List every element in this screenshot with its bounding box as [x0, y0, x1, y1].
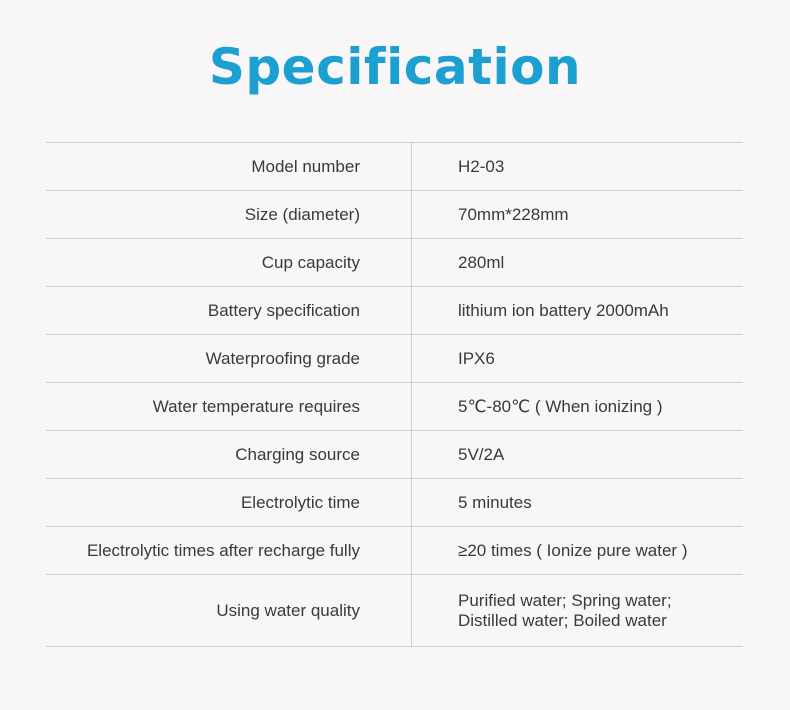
- spec-value: 5 minutes: [458, 492, 532, 512]
- spec-value: 5V/2A: [458, 444, 505, 464]
- spec-row-charging-source: [46, 431, 743, 479]
- spec-label: Model number: [46, 143, 412, 190]
- spec-label: Charging source: [46, 431, 412, 478]
- spec-row-size: [46, 191, 743, 239]
- spec-row-battery: [46, 287, 743, 335]
- spec-value: IPX6: [458, 348, 495, 368]
- spec-label: Battery specification: [46, 287, 412, 334]
- spec-value: 5℃-80℃ ( When ionizing ): [458, 396, 663, 416]
- spec-row-waterproofing: [46, 335, 743, 383]
- spec-label: Size (diameter): [46, 191, 412, 238]
- spec-row-water-temperature: [46, 383, 743, 431]
- spec-value: lithium ion battery 2000mAh: [458, 300, 669, 320]
- spec-value: Purified water; Spring water; Distilled water; Boiled water: [458, 590, 672, 630]
- spec-value: ≥20 times ( Ionize pure water ): [458, 540, 688, 560]
- spec-row-model-number: [46, 143, 743, 191]
- spec-label: Electrolytic time: [46, 479, 412, 526]
- spec-label: Water temperature requires: [46, 383, 412, 430]
- spec-row-cup-capacity: [46, 239, 743, 287]
- spec-table: [46, 142, 743, 647]
- spec-value: 70mm*228mm: [458, 204, 569, 224]
- spec-label: Cup capacity: [46, 239, 412, 286]
- spec-label: Waterproofing grade: [46, 335, 412, 382]
- spec-value: H2-03: [458, 156, 505, 176]
- page-title: Specification: [208, 38, 582, 96]
- spec-label: Using water quality: [46, 575, 412, 646]
- spec-row-water-quality: [46, 575, 743, 647]
- spec-label: Electrolytic times after recharge fully: [46, 527, 412, 574]
- spec-value: 280ml: [458, 252, 505, 272]
- spec-row-electrolytic-time: [46, 479, 743, 527]
- spec-row-electrolytic-times: [46, 527, 743, 575]
